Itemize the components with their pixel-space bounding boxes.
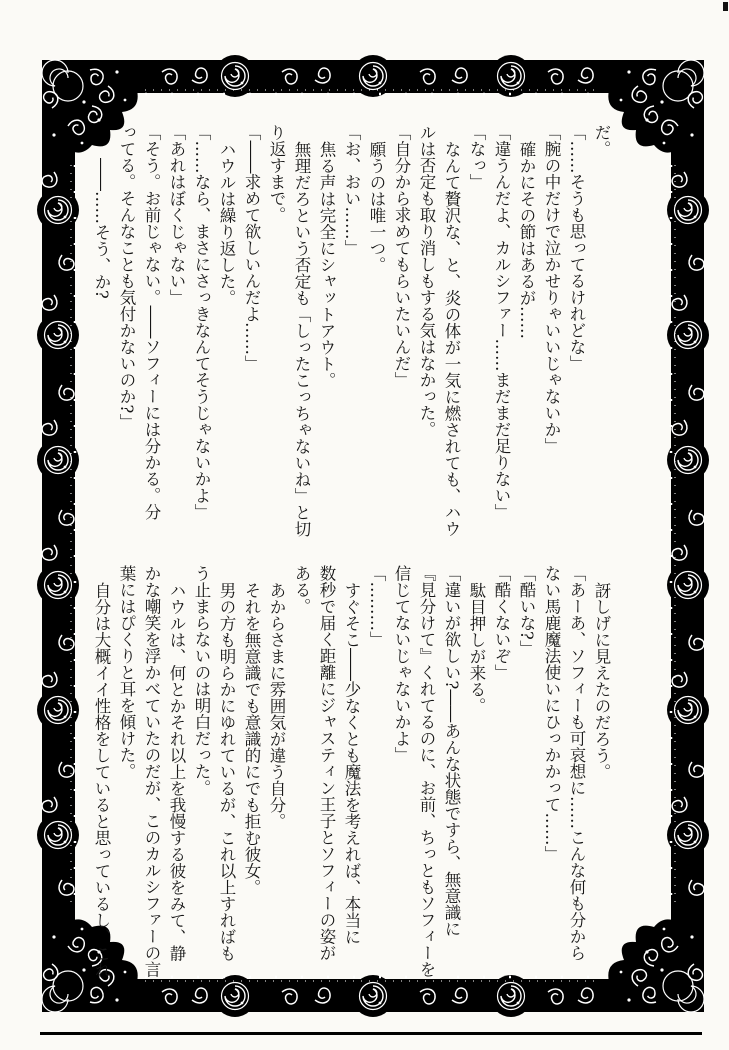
text-line: すぐそこ――少なくとも魔法を考えれば、本当に (342, 582, 361, 945)
text-block-upper (89, 124, 614, 537)
medallion-icon (490, 975, 532, 1017)
text-line: 数秒で届く距離にジャスティン王子とソフィーの姿が (317, 565, 336, 961)
text-line: 「違うんだよ、カルシファー……まだまだ足りない」 (492, 124, 511, 520)
text-line: かな嘲笑を浮かべていたのだが、このカルシファーの言 (142, 565, 161, 978)
corner-flourish-top-right (608, 60, 705, 155)
text-line: り返すまで。 (267, 124, 286, 223)
medallion-icon (667, 814, 709, 856)
text-line: 葉にはぴくりと耳を傾けた。 (117, 565, 136, 780)
medallion-icon (667, 314, 709, 356)
text-line: う止まらないのは明白だった。 (192, 565, 211, 796)
text-line: 信じてないじゃないかよ」 (392, 565, 411, 763)
text-line: 「自分から求めてもらいたいんだ」 (392, 124, 411, 388)
text-line: 「なっ」 (467, 124, 486, 190)
text-line: 自分は大概イイ性格をしていると思っているし、これ (92, 582, 111, 978)
text-line: 「腕の中だけで泣かせりゃいいじゃないか」 (542, 124, 561, 454)
page-edge-speck (723, 2, 728, 11)
text-line: ――……そう、か? (92, 158, 111, 299)
text-line: 「酷いな?」 (517, 565, 536, 657)
text-line: 「……なら、まさにさっきなんてそうじゃないかよ」 (192, 124, 211, 520)
corner-flourish-bottom-right (608, 917, 705, 1012)
medallion-icon (667, 564, 709, 606)
text-line: 確かにその節はあるが…… (517, 141, 536, 339)
text-line: 願うのは唯一つ。 (367, 141, 386, 273)
bottom-rule (40, 1032, 702, 1035)
text-line: 駄目押しが来る。 (467, 582, 486, 714)
text-line: 「そう。お前じゃない。――ソフィーには分かる。分 (142, 124, 161, 520)
text-line: 訝しげに見えたのだろう。 (592, 582, 611, 780)
text-line: ある。 (292, 565, 311, 615)
text-block-lower (89, 565, 614, 978)
text-line: 「………」 (367, 565, 386, 648)
text-line: 「あれはぼくじゃない」 (167, 124, 186, 306)
medallion-icon (667, 189, 709, 231)
text-line: 『見分けて』くれてるのに、お前、ちっともソフィーを (417, 565, 436, 978)
medallion-icon (352, 55, 394, 97)
text-line: 「酷くないぞ」 (492, 565, 511, 681)
text-line: 無理だろという否定も「しったこっちゃないね」と切 (292, 141, 311, 537)
medallion-icon (352, 975, 394, 1017)
text-line: ない馬鹿魔法使いにひっかかって……」 (542, 565, 561, 862)
text-line: 男の方も明らかにゆれているが、これ以上すればも (217, 582, 236, 962)
medallion-icon (490, 55, 532, 97)
medallion-icon (37, 439, 79, 481)
text-line: ハウルは繰り返した。 (217, 141, 236, 306)
text-line: 「……そうも思ってるけれどな」 (567, 124, 586, 372)
medallion-icon (37, 189, 79, 231)
text-line: ハウルは、何とかそれ以上を我慢する彼をみて、静 (167, 582, 186, 962)
text-line: 「――求めて欲しいんだよ……」 (242, 124, 261, 372)
text-line: だ。 (592, 124, 611, 157)
medallion-icon (214, 55, 256, 97)
text-line: あからさまに雰囲気が違う自分。 (267, 582, 286, 830)
text-line: 「あーあ、ソフィーも可哀想に……こんな何も分から (567, 565, 586, 961)
medallion-icon (667, 439, 709, 481)
text-line: 焦る声は完全にシャットアウト。 (317, 141, 336, 389)
text-line: なんて贅沢な、と、炎の体が一気に燃されても、ハウ (442, 141, 461, 537)
medallion-icon (37, 814, 79, 856)
text-line: それを無意識でも意識的にでも拒む彼女。 (242, 582, 261, 896)
medallion-icon (37, 314, 79, 356)
text-line: 「違いが欲しい?――あんな状態ですら、無意識に (442, 565, 461, 937)
text-line: ルは否定も取り消しもする気はなかった。 (417, 124, 436, 438)
medallion-icon (37, 689, 79, 731)
text-line: 「お、おい……」 (342, 124, 361, 256)
medallion-icon (667, 689, 709, 731)
medallion-icon (37, 564, 79, 606)
text-line: ってる。そんなことも気付かないのか?」 (117, 124, 136, 430)
